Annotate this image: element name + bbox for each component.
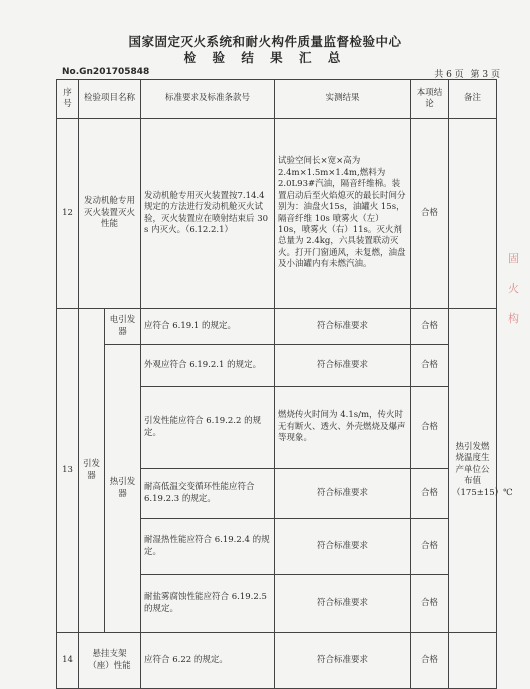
row13-line3-result: 燃烧传火时间为 4.1s/m，传火时无有断火、透火、外壳燃烧及爆声等现象。 (275, 387, 411, 469)
row13-line1-requirement: 应符合 6.19.1 的规定。 (141, 309, 275, 345)
row13-line6-result: 符合标准要求 (275, 575, 411, 633)
row12-item: 发动机舱专用灭火装置灭火性能 (79, 119, 141, 309)
row13-line5-requirement: 耐湿热性能应符合 6.19.2.4 的规定。 (141, 519, 275, 575)
row14-seq: 14 (57, 633, 79, 689)
row13-sub-thermal: 热引发器 (105, 345, 141, 633)
row14-item: 悬挂支架（座）性能 (79, 633, 141, 689)
col-header-result: 实测结果 (275, 80, 411, 119)
row13-remark: 热引发燃烧温度生产单位公布值（175±15）℃ (449, 309, 497, 633)
row13-line4-requirement: 耐高低温交变循环性能应符合 6.19.2.3 的规定。 (141, 469, 275, 519)
row13-item: 引发器 (79, 309, 105, 633)
report-title: 国家固定灭火系统和耐火构件质量监督检验中心 (128, 34, 402, 49)
results-table (56, 79, 513, 689)
report-number: No.Gn201705848 (62, 67, 150, 77)
row13-line5-conclusion: 合格 (411, 519, 449, 575)
row12-result: 试验空间长×宽×高为2.4m×1.5m×1.4m,燃料为2.0L93#汽油，隔音纤维棉。装置启动后至火焰熄灭的最长时间分别为：油盘火15s，油罐火 15s，隔音纤维 10s 喷雾火（左）10s，喷雾火（右）11s。灭火剂总量为 2.4kg，六具装置联动灭火。打开门窗通风，未复燃，油盘及小油罐内有未燃汽油。 (275, 119, 411, 309)
row14-conclusion: 合格 (411, 633, 449, 689)
row12-conclusion: 合格 (411, 119, 449, 309)
row13-line4-conclusion: 合格 (411, 469, 449, 519)
row14-remark (449, 633, 497, 689)
table-row (57, 309, 497, 345)
row13-line3-conclusion: 合格 (411, 387, 449, 469)
table-row (57, 633, 497, 689)
row13-seq: 13 (57, 309, 79, 633)
row13-line6-conclusion: 合格 (411, 575, 449, 633)
total-pages: 共 6 页 (434, 70, 464, 80)
report-subtitle: 检 验 结 果 汇 总 (183, 50, 347, 65)
row13-sub-electric: 电引发器 (105, 309, 141, 345)
table-row (57, 345, 497, 387)
col-header-seq: 序号 (57, 80, 79, 119)
row13-line1-conclusion: 合格 (411, 309, 449, 345)
row13-line2-requirement: 外观应符合 6.19.2.1 的规定。 (141, 345, 275, 387)
row13-line5-result: 符合标准要求 (275, 519, 411, 575)
table-header-row (57, 80, 497, 119)
row14-requirement: 应符合 6.22 的规定。 (141, 633, 275, 689)
row12-seq: 12 (57, 119, 79, 309)
row13-line3-requirement: 引发性能应符合 6.19.2.2 的规定。 (141, 387, 275, 469)
table-row (57, 119, 497, 309)
row13-line2-result: 符合标准要求 (275, 345, 411, 387)
row12-remark (449, 119, 497, 309)
current-page: 第 3 页 (470, 70, 500, 80)
row12-requirement: 发动机舱专用灭火装置按7.14.4 规定的方法进行发动机舱灭火试验，灭火装置应在喷射结束后 30 s 内灭火。（6.12.2.1） (141, 119, 275, 309)
seal-stamp: 固 火 构 (508, 252, 519, 325)
row13-line4-result: 符合标准要求 (275, 469, 411, 519)
col-header-item: 检验项目名称 (79, 80, 141, 119)
col-header-requirement: 标准要求及标准条款号 (141, 80, 275, 119)
row13-line1-result: 符合标准要求 (275, 309, 411, 345)
col-header-remark: 备注 (449, 80, 497, 119)
row13-line2-conclusion: 合格 (411, 345, 449, 387)
col-header-conclusion: 本项结论 (411, 80, 449, 119)
row14-result: 符合标准要求 (275, 633, 411, 689)
row13-line6-requirement: 耐盐雾腐蚀性能应符合 6.19.2.5 的规定。 (141, 575, 275, 633)
